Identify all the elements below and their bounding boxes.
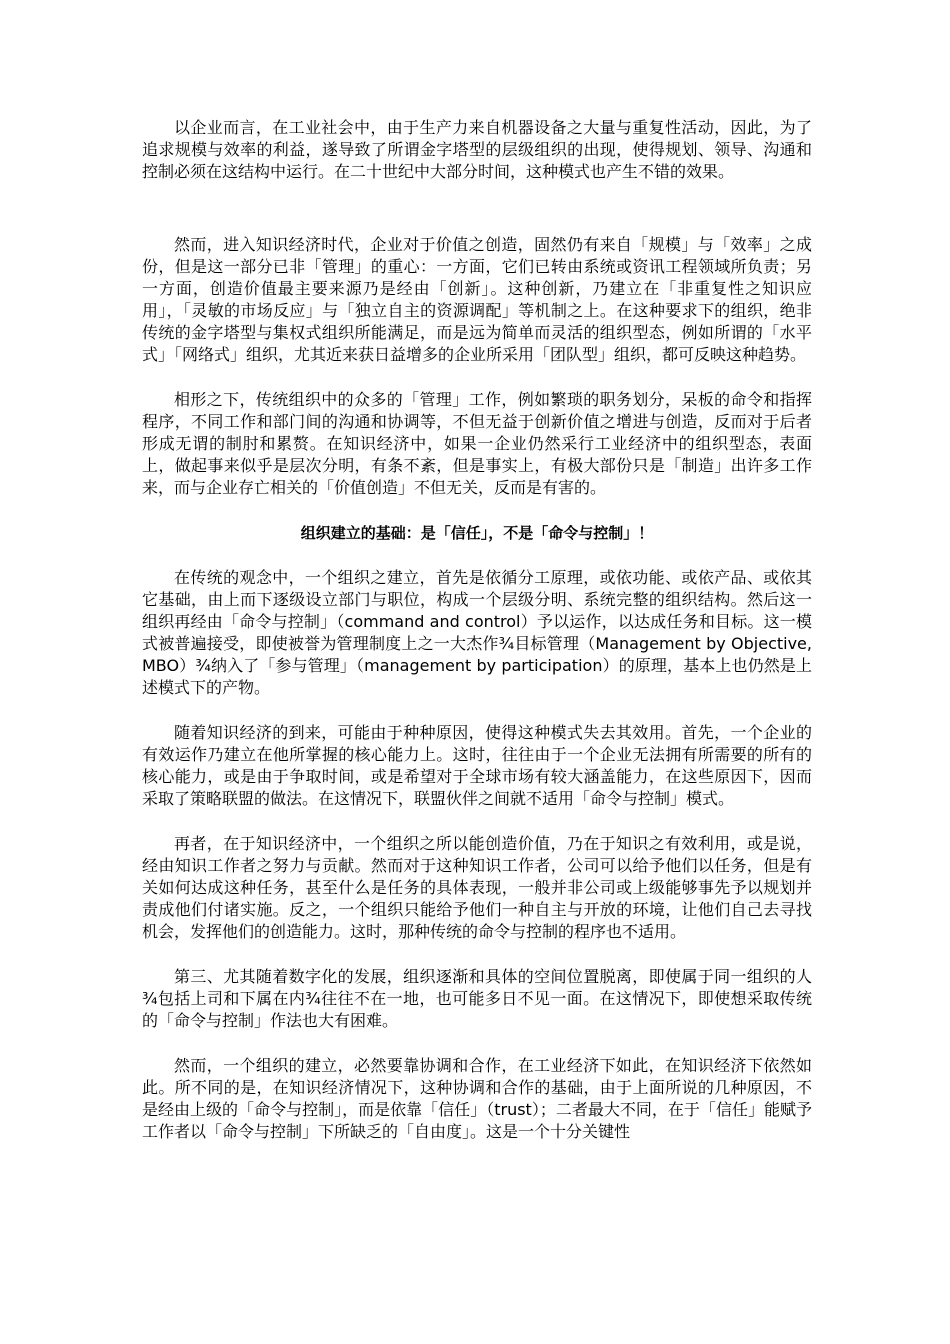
document-page	[142, 117, 812, 1143]
paragraph-digitalization: 第三、尤其随着数字化的发展，组织逐渐和具体的空间位置脱离，即使属于同一组织的人¾包括上司和下属在内¾往往不在一地，也可能多日不见一面。在这情况下，即使想采取传统的「命令与控制」作法也大有困难。	[142, 967, 812, 1030]
paragraph-spacer	[142, 366, 812, 389]
section-heading: 组织建立的基础：是「信任」，不是「命令与控制」！	[300, 524, 654, 542]
paragraph-traditional-management: 相形之下，传统组织中的众多的「管理」工作，例如繁琐的职务划分，呆板的命令和指挥程序，不同工作和部门间的沟通和协调等，不但无益于创新价值之增进与创造，反而对于后者形成无谓的制肘和累赘。在知识经济中，如果一企业仍然采行工业经济中的组织型态，表面上，做起事来似乎是层次分明，有条不紊，但是事实上，有极大部份只是「制造」出许多工作来，而与企业存亡相关的「价值创造」不但无关，反而是有害的。	[142, 390, 812, 497]
paragraph-knowledge-economy: 然而，进入知识经济时代，企业对于价值之创造，固然仍有来自「规模」与「效率」之成份，但是这一部分已非「管理」的重心：一方面，它们已转由系统或资讯工程领域所负责；另一方面，创造价值最主要来源乃是经由「创新」。这种创新，乃建立在「非重复性之知识应用」，「灵敏的市场反应」与「独立自主的资源调配」等机制之上。在这种要求下的组织，绝非传统的金字塔型与集权式组织所能满足，而是远为简单而灵活的组织型态，例如所谓的「水平式」「网络式」组织，尤其近来获日益增多的企业所采用「团队型」组织，都可反映这种趋势。	[142, 235, 812, 364]
paragraph-trust: 然而，一个组织的建立，必然要靠协调和合作，在工业经济下如此，在知识经济下依然如此。所不同的是，在知识经济情况下，这种协调和合作的基础，由于上面所说的几种原因，不是经由上级的「命令与控制」，而是依靠「信任」（trust）；二者最大不同，在于「信任」能赋予工作者以「命令与控制」下所缺乏的「自由度」。这是一个十分关键性	[142, 1056, 812, 1141]
paragraph-spacer	[142, 1032, 812, 1055]
paragraph-spacer	[142, 499, 812, 522]
paragraph-knowledge-workers: 再者，在于知识经济中，一个组织之所以能创造价值，乃在于知识之有效利用，或是说，经由知识工作者之努力与贡献。然而对于这种知识工作者，公司可以给予他们以任务，但是有关如何达成这种任务，甚至什么是任务的具体表现，一般并非公司或上级能够事先予以规划并责成他们付诸实施。反之，一个组织只能给予他们一种自主与开放的环境，让他们自己去寻找机会，发挥他们的创造能力。这时，那种传统的命令与控制的程序也不适用。	[142, 834, 812, 941]
paragraph-spacer	[142, 183, 812, 234]
paragraph-industrial-society: 以企业而言，在工业社会中，由于生产力来自机器设备之大量与重复性活动，因此，为了追求规模与效率的利益，遂导致了所谓金字塔型的层级组织的出现，使得规划、领导、沟通和控制必须在这结构中运行。在二十世纪中大部分时间，这种模式也产生不错的效果。	[142, 118, 812, 181]
paragraph-command-and-control: 在传统的观念中，一个组织之建立，首先是依循分工原理，或依功能、或依产品、或依其它基础，由上而下逐级设立部门与职位，构成一个层级分明、系统完整的组织结构。然后这一组织再经由「命令与控制」（command and control）予以运作，以达成任务和目标。这一模式被普遍接受，即使被誉为管理制度上之一大杰作¾目标管理（Management by Objective, MBO）¾纳入了「参与管理」（management by participation）的原理，基本上也仍然是上述模式下的产物。	[142, 568, 812, 697]
paragraph-spacer	[142, 544, 812, 567]
paragraph-spacer	[142, 699, 812, 722]
paragraph-core-competence: 随着知识经济的到来，可能由于种种原因，使得这种模式失去其效用。首先，一个企业的有效运作乃建立在他所掌握的核心能力上。这时，往往由于一个企业无法拥有所需要的所有的核心能力，或是由于争取时间，或是希望对于全球市场有较大涵盖能力，在这些原因下，因而采取了策略联盟的做法。在这情况下，联盟伙伴之间就不适用「命令与控制」模式。	[142, 723, 812, 808]
paragraph-spacer	[142, 943, 812, 966]
paragraph-spacer	[142, 810, 812, 833]
